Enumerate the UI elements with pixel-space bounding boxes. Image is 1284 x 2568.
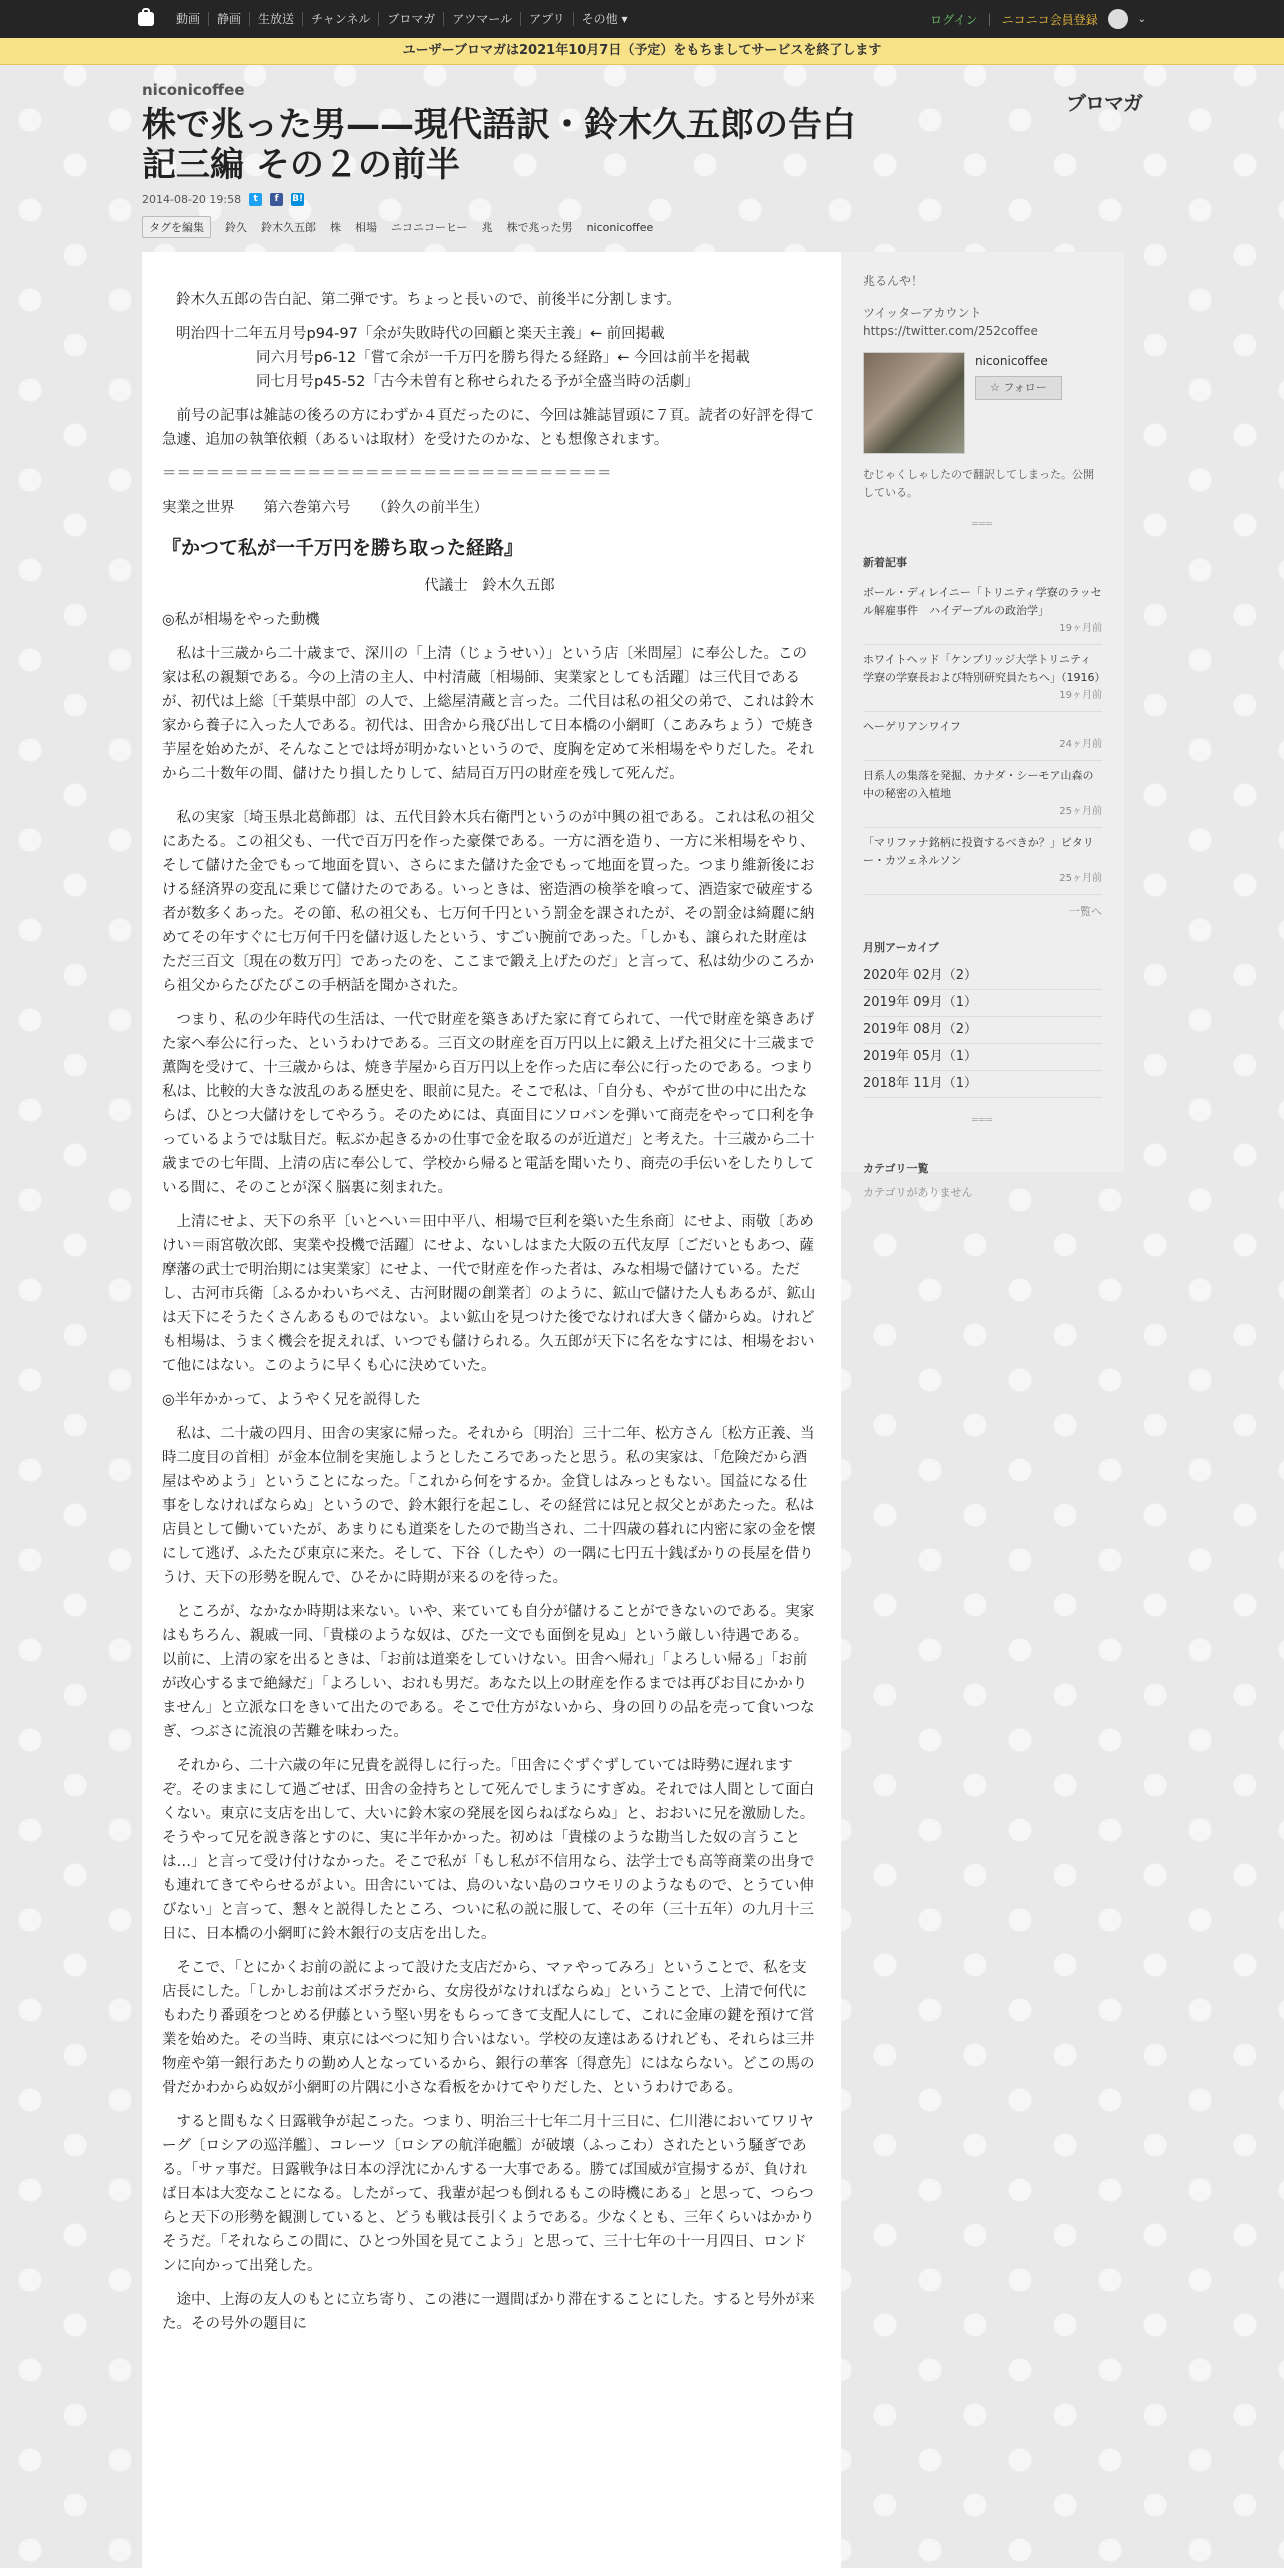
blog-name[interactable]: niconicoffee bbox=[142, 81, 245, 99]
archive-item[interactable]: 2018年 11月（1） bbox=[863, 1071, 1102, 1098]
tag[interactable]: 株 bbox=[330, 221, 341, 234]
chevron-down-icon[interactable]: ⌄ bbox=[1137, 13, 1146, 25]
niconico-home-icon[interactable] bbox=[138, 12, 154, 26]
archive-list bbox=[863, 963, 1102, 1098]
body-paragraph: 途中、上海の友人のもとに立ち寄り、この港に一週間ばかり滞在することにした。すると号外が来た。その号外の題目に bbox=[162, 2292, 815, 2332]
blomaga-logo[interactable]: ブロマガ bbox=[1066, 91, 1142, 115]
recent-more-link[interactable]: 一覧へ bbox=[1069, 905, 1102, 918]
author-avatar[interactable] bbox=[863, 352, 965, 454]
tag[interactable]: ニコニコーヒー bbox=[391, 221, 468, 234]
article-author: 代議士 鈴木久五郎 bbox=[424, 578, 555, 594]
body-paragraph: それから、二十六歳の年に兄貴を説得しに行った。「田舎にぐずぐずしていては時勢に遅れますぞ。そのままにして過ごせば、田舎の金持ちとして死んでしまうにすぎぬ。それでは人間として面白くない。東京に支店を出して、大いに鈴木家の発展を図らねばならぬ」と、おおいに兄を激励した。そうやって兄を説き落とすのに、実に半年かかった。初めは「貴様のような勘当した奴の言うことは…」と言って受け付けなかった。そこで私が「もし私が不信用なら、法学士でも高等商業の出身でも連れてきてやらせるがよい。田舎にいては、鳥のいない島のコウモリのようなもので、とうてい伸びない」と言って、懇々と説得したところ、ついに私の説に服して、その年（三十五年）の九月十三日に、日本橋の小網町に鈴木銀行の支店を出した。 bbox=[162, 1758, 815, 1942]
top-nav: 動画 静画 生放送 チャンネル ブロマガ アツマール アプリ その他 ▾ ログイン | ニコニコ会員登録 ⌄ bbox=[0, 0, 1284, 38]
recent-item[interactable]: ボール・ディレイニー「トリニティ学寮のラッセル解雇事件 ハイデーブルの政治学」 19ヶ月前 bbox=[863, 578, 1102, 645]
recent-item[interactable]: 日系人の集落を発掘、カナダ・シーモア山森の中の秘密の入植地 25ヶ月前 bbox=[863, 761, 1102, 828]
facebook-share-icon[interactable]: f bbox=[270, 193, 283, 206]
global-nav bbox=[168, 12, 635, 26]
body-paragraph: すると間もなく日露戦争が起こった。つまり、明治三十七年二月十三日に、仁川港においてワリヤーグ〔ロシアの巡洋艦〕、コレーツ〔ロシアの航洋砲艦〕が破壊（ふっこわ）されたという騒ぎである。「サァ事だ。日露戦争は日本の浮沈にかんする一大事である。勝てば国威が宣揚するが、負ければ日本は大変なことになる。したがって、我輩が起つも倒れるもこの時機にある」と思って、つらつらと天下の形勢を観測していると、どうも戦は長引くようである。少なくとも、三年くらいはかかりそうだ。「それならこの間に、ひとつ外国を見てこよう」と思って、三十七年の十一月四日、ロンドンに向かって出発した。 bbox=[162, 2114, 815, 2274]
nav-more[interactable]: その他 ▾ bbox=[581, 12, 628, 26]
recent-title: 新着記事 bbox=[863, 556, 907, 569]
page-title: 株で兆った男——現代語訳・鈴木久五郎の告白記三編 その２の前半 bbox=[142, 105, 856, 185]
section-heading: ◎私が相場をやった動機 bbox=[162, 612, 320, 628]
section-heading: ◎半年かかって、ようやく兄を説得した bbox=[162, 1392, 421, 1408]
blog-intro: 兆るんや！ bbox=[863, 274, 924, 288]
body-paragraph: そこで、「とにかくお前の説によって設けた支店だから、マァやってみろ」ということで、私を支店長にした。「しかしお前はズボラだから、女房役がなければならぬ」ということで、上清で何代にもわたり番頭をつとめる伊藤という堅い男をもらってきて支配人にして、これに金庫の鍵を預けて営業を始めた。その当時、東京にはべつに知り合いはない。学校の友達はあるけれども、それらは三井物産や第一銀行あたりの勤め人となっているから、銀行の華客〔得意先〕にはならない。どこの馬の骨だかわからぬ奴が小網町の片隅に小さな看板をかけてやりだした、というわけである。 bbox=[162, 1960, 815, 2096]
archive-title: 月別アーカイブ bbox=[863, 941, 939, 954]
body-paragraph: 私の実家〔埼玉県北葛飾郡〕は、五代目鈴木兵右衛門というのが中興の祖である。これは私の祖父にあたる。この祖父も、一代で百万円を作った豪傑である。一方に酒を造り、一方に米相場をやり、そして儲けた金でもって地面を買い、さらにまた儲けた金でもって地面を買った。つまり維新後における経済界の変乱に乗じて儲けたのである。いっときは、密造酒の検挙を喰って、酒造家で破産する者が数多くあった。その節、私の祖父も、七万何千円という罰金を課されたが、その罰金は綺麗に納めてその年すぐに七万何千円を儲け返したという、すごい腕前であった。「しかも、譲られた財産はただ三百文〔現在の数万円〕であったのを、ここまで鍛え上げたのだ」と言って、私は幼少のころから祖父からたびたびこの手柄話を聞かされた。 bbox=[162, 810, 815, 994]
body-paragraph: 私は、二十歳の四月、田舎の実家に帰った。それから〔明治〕三十二年、松方さん〔松方正義、当時二度目の首相〕が金本位制を実施しようとしたころであったと思う。私の実家は、「危険だから酒屋はやめよう」ということになった。「これから何をするか。金貸しはみっともない。国益になる仕事をしなければならぬ」というので、鈴木銀行を起こし、その経営には兄と叔父とがあたった。私は店員として働いていたが、あまりにも道楽をしたので勘当され、二十四歳の暮れに内密に家の金を懐にして逃げ、ふたたび東京に来た。そして、下谷（したや）の一隅に七円五十銭ばかりの長屋を借りうけ、天下の形勢を睨んで、ひそかに時期が来るのを待った。 bbox=[162, 1426, 816, 1586]
nav-blomaga[interactable]: ブロマガ bbox=[379, 12, 444, 26]
tag[interactable]: 鈴木久五郎 bbox=[261, 221, 316, 234]
article-header bbox=[142, 65, 1142, 238]
follow-button[interactable]: ☆ フォロー bbox=[975, 376, 1062, 400]
tag[interactable]: niconicoffee bbox=[586, 220, 654, 234]
recent-list bbox=[863, 578, 1106, 895]
nav-live[interactable]: 生放送 bbox=[250, 12, 303, 26]
nav-app[interactable]: アプリ bbox=[521, 12, 574, 26]
tag[interactable]: 株で兆った男 bbox=[506, 221, 573, 234]
tag[interactable]: 相場 bbox=[355, 221, 377, 234]
archive-item[interactable]: 2019年 05月（1） bbox=[863, 1044, 1102, 1071]
twitter-share-icon[interactable]: t bbox=[249, 193, 262, 206]
body-paragraph: ところが、なかなか時期は来ない。いや、来ていても自分が儲けることができないのである。実家はもちろん、親戚一同、「貴様のような奴は、びた一文でも面倒を見ぬ」という厳しい待遇である。以前に、上清の家を出るときは、「お前は道楽をしていけない。田舎へ帰れ」「よろしい帰る」「お前が改心するまで絶縁だ」「よろしい、おれも男だ。あなた以上の財産を作るまでは再びお目にかかりません」と立派な口をきいて出たのである。そこで仕方がないから、身の回りの品を売って食いつなぎ、つぶさに流浪の苦難を味わった。 bbox=[162, 1604, 815, 1740]
body-paragraph: 上清にせよ、天下の糸平〔いとへい＝田中平八、相場で巨利を築いた生糸商〕にせよ、雨敬〔あめけい＝雨宮敬次郎、実業や投機で活躍〕にせよ、ないしはまた大阪の五代友厚〔ごだいともあつ、薩摩藩の武士で明治期には実業家〕にせよ、一代で財産を作った者は、みな相場で儲けている。ただし、古河市兵衛〔ふるかわいちべえ、古河財閥の創業者〕のように、鉱山で儲けた人もあるが、鉱山は天下にそうたくさんあるものではない。よい鉱山を見つけた後でなければ大きく儲からぬ。けれども相場は、うまく機会を捉えれば、いつでも儲けられる。久五郎が天下に名をなすには、相場をおいて他にはない。このように早くも心に決めていた。 bbox=[162, 1214, 816, 1374]
tag[interactable]: 鈴久 bbox=[225, 221, 247, 234]
article-body bbox=[142, 252, 841, 2568]
section-divider: ═══ bbox=[971, 519, 994, 530]
section-divider: ═══ bbox=[971, 1115, 994, 1126]
hatena-bookmark-icon[interactable]: B! bbox=[292, 194, 304, 204]
recent-item[interactable]: ヘーゲリアンワイフ 24ヶ月前 bbox=[863, 712, 1102, 761]
source-line: 同六月号p6-12「嘗て余が一千万円を勝ち得たる経路」← 今回は前半を掲載 bbox=[256, 350, 750, 366]
recent-item[interactable]: ホワイトヘッド「ケンブリッジ大学トリニティ学寮の学寮長および特別研究員たちへ」（1916） 19ヶ月前 bbox=[863, 645, 1102, 712]
tag-edit-button[interactable]: タグを編集 bbox=[142, 216, 211, 238]
source-line: 同七月号p45-52「古今未曽有と称せられたる予が全盛当時の活劇」 bbox=[256, 374, 699, 390]
author-name[interactable]: niconicoffee bbox=[975, 354, 1048, 368]
nav-atsumaru[interactable]: アツマール bbox=[444, 12, 521, 26]
archive-item[interactable]: 2019年 09月（1） bbox=[863, 990, 1102, 1017]
source-citation: 実業之世界 第六巻第六号 （鈴久の前半生） bbox=[162, 500, 489, 516]
nav-channel[interactable]: チャンネル bbox=[303, 12, 379, 26]
author-profile bbox=[863, 352, 1102, 454]
archive-item[interactable]: 2019年 08月（2） bbox=[863, 1017, 1102, 1044]
author-note: むじゃくしゃしたので翻訳してしまった。公開している。 bbox=[863, 468, 1094, 499]
tag[interactable]: 兆 bbox=[481, 221, 493, 234]
login-link[interactable]: ログイン bbox=[930, 12, 978, 27]
register-link[interactable]: ニコニコ会員登録 bbox=[1001, 12, 1098, 27]
recent-item[interactable]: 「マリファナ銘柄に投資するべきか？」ピタリー・カツェネルソン 25ヶ月前 bbox=[863, 828, 1102, 895]
tag-list bbox=[142, 216, 1142, 238]
user-avatar-icon[interactable] bbox=[1108, 9, 1128, 29]
category-empty: カテゴリがありません bbox=[863, 1186, 973, 1199]
source-line: 明治四十二年五月号p94-97「余が失敗時代の回顧と楽天主義」← 前回掲載 bbox=[176, 326, 665, 342]
nav-video[interactable]: 動画 bbox=[168, 12, 209, 26]
category-title: カテゴリ一覧 bbox=[863, 1162, 929, 1175]
twitter-account[interactable]: ツイッターアカウント https://twitter.com/252coffee bbox=[863, 306, 1038, 338]
body-paragraph: 私は十三歳から二十歳まで、深川の「上清（じょうせい）」という店〔米問屋〕に奉公した。この家は私の親類である。今の上清の主人、中村清蔵〔相場師、実業家としても活躍〕は三代目であるが、初代は上総〔千葉県中部〕の人で、上総屋清蔵と言った。二代目は私の祖父の弟で、これは鈴木家から養子に入った人である。初代は、田舎から飛び出して日本橋の小網町（こあみちょう）で焼き芋屋を始めたが、そんなことでは埒が明かないというので、度胸を定めて米相場をやりだした。それから二十数年の間、儲けたり損したりして、結局百万円の財産を残して死んだ。 bbox=[162, 646, 815, 782]
divider: ＝＝＝＝＝＝＝＝＝＝＝＝＝＝＝＝＝＝＝＝＝＝＝＝＝＝＝＝＝＝＝ bbox=[162, 466, 612, 482]
body-paragraph: つまり、私の少年時代の生活は、一代で財産を築きあげた家に育てられて、一代で財産を築きあげた家へ奉公に行った、というわけである。三百文の財産を百万円以上に鍛え上げた祖父に十三歳まで薫陶を受けて、十三歳からは、焼き芋屋から百万円以上を作った店に奉公に行ったのである。つまり私は、比較的大きな波乱のある歴史を、眼前に見た。そこで私は、「自分も、やがて世の中に出たならば、ひとつ大儲けをしてやろう。そのためには、真面目にソロバンを弾いて商売をやって口利を争っているようでは駄目だ。転ぶか起きるかの仕事で金を取るのが近道だ」と考えた。十三歳から二十歳までの七年間、上清の店に奉公して、学校から帰ると電話を聞いたり、商売の手伝いをしたりしている間に、そのことが深く脳裏に刻まれた。 bbox=[162, 1012, 815, 1196]
sidebar bbox=[841, 252, 1124, 1199]
post-date: 2014-08-20 19:58 bbox=[142, 193, 242, 206]
body-paragraph: 前号の記事は雑誌の後ろの方にわずか４頁だったのに、今回は雑誌冒頭に７頁。読者の好評を得て急遽、追加の執筆依頼（あるいは取材）を受けたのかな、とも想像されます。 bbox=[162, 408, 815, 448]
intro-paragraph: 鈴木久五郎の告白記、第二弾です。ちょっと長いので、前後半に分割します。 bbox=[176, 292, 681, 308]
archive-item[interactable]: 2020年 02月（2） bbox=[863, 963, 1102, 990]
service-end-notice: ユーザーブロマガは2021年10月7日（予定）をもちましてサービスを終了します bbox=[0, 38, 1284, 65]
article-heading: 『かつて私が一千万円を勝ち取った経路』 bbox=[162, 537, 524, 559]
nav-seiga[interactable]: 静画 bbox=[209, 12, 250, 26]
